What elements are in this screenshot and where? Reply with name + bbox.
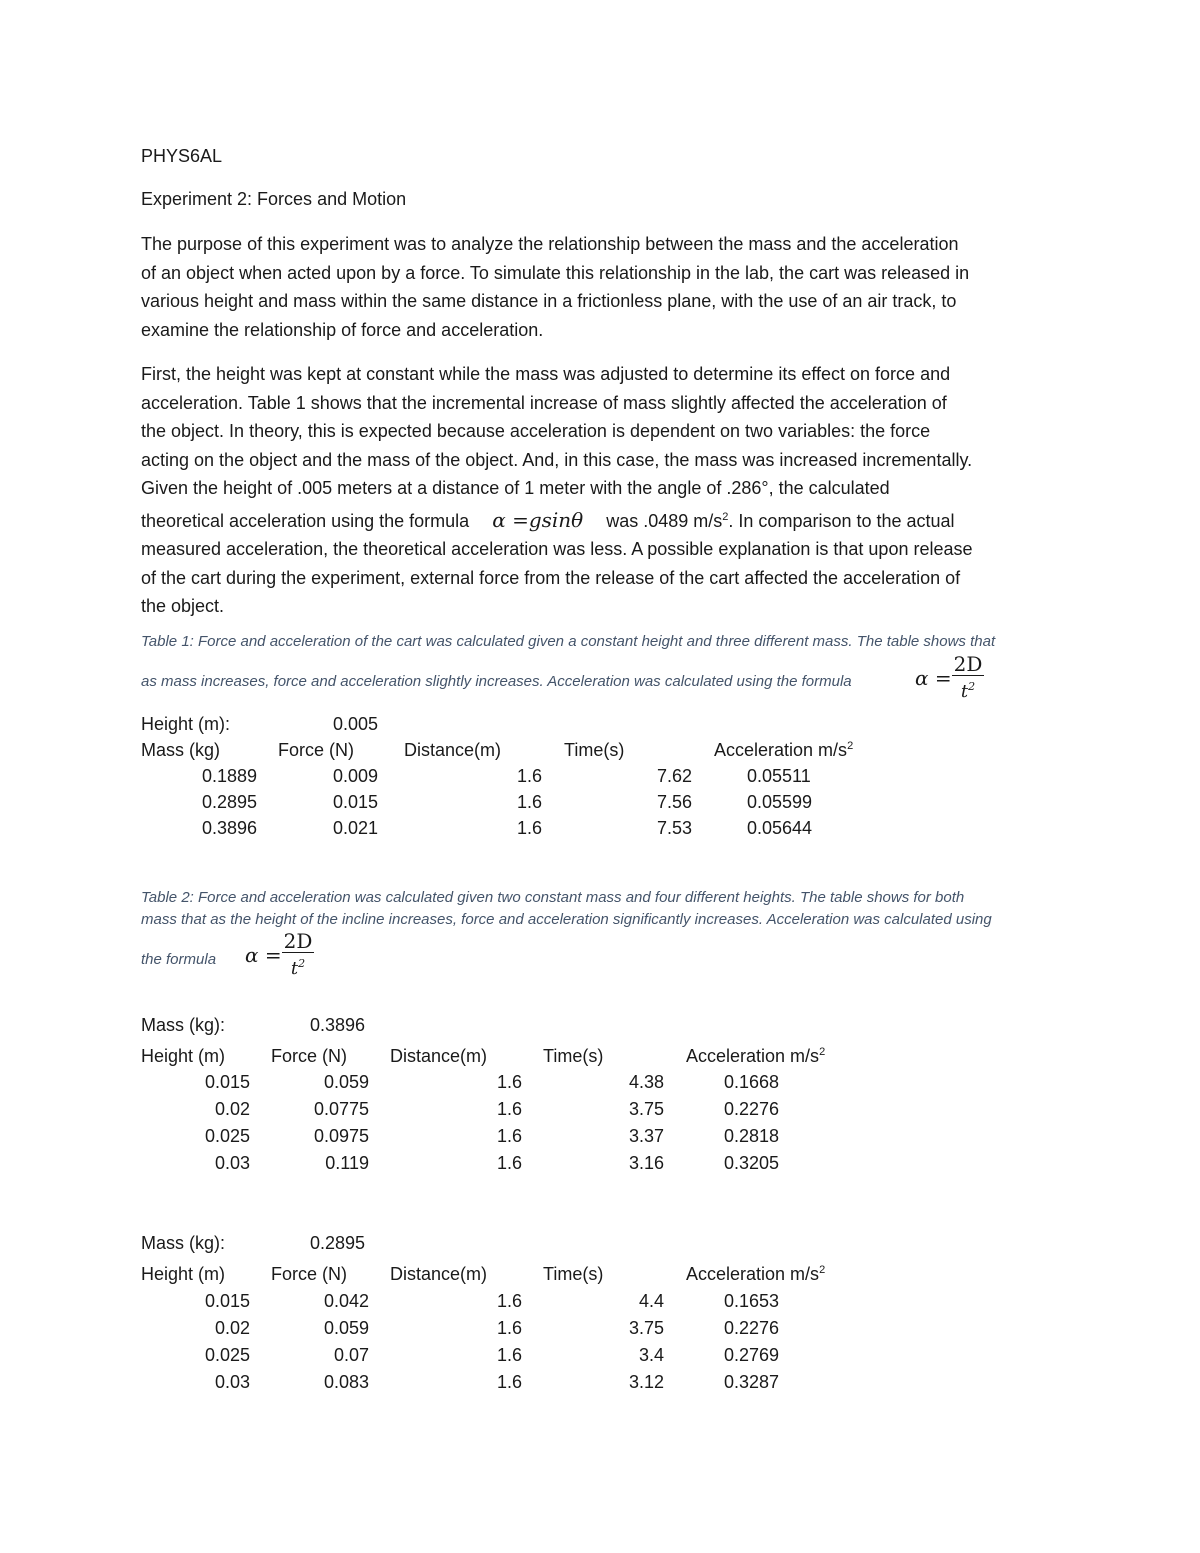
fraction-denominator: [952, 676, 985, 703]
column-header: Force (N): [271, 1264, 347, 1284]
table-cell: 3.12: [628, 1372, 664, 1392]
paragraph-line: acceleration. Table 1 shows that the incremental increase of mass slightly affected the acceleration of: [141, 392, 947, 413]
table-cell: 0.3287: [724, 1372, 780, 1392]
table-cell: 0.015: [204, 1291, 250, 1311]
fraction: [282, 930, 315, 980]
superscript: 2: [819, 1264, 826, 1276]
column-header: Height (m): [141, 1046, 226, 1066]
const-label: Mass (kg):: [141, 1015, 226, 1035]
denominator-base: t: [290, 958, 299, 979]
gsin-formula: α =gsinθ: [492, 507, 584, 532]
table-cell: 0.3896: [201, 818, 257, 838]
table-cell: 4.4: [638, 1291, 664, 1311]
table-cell: 1.6: [496, 1099, 522, 1119]
table-cell: 0.2276: [724, 1318, 780, 1338]
page-title: Experiment 2: Forces and Motion: [141, 189, 407, 209]
table-cell: 0.05599: [747, 792, 813, 812]
table-cell: 0.02: [214, 1099, 250, 1119]
table-cell: 0.2818: [724, 1126, 780, 1146]
table-cell: 4.38: [628, 1072, 664, 1092]
superscript: 2: [298, 957, 306, 970]
table-cell: 0.083: [323, 1372, 369, 1392]
column-header: Distance(m): [390, 1264, 488, 1284]
column-header-text: Acceleration m/s: [686, 1046, 820, 1066]
table-cell: 3.4: [638, 1345, 664, 1365]
table-header-row: [141, 740, 941, 766]
table-cell: 1.6: [516, 818, 542, 838]
table-cell: 0.119: [325, 1153, 369, 1173]
column-header: [714, 740, 853, 761]
table-row: [141, 792, 941, 818]
table-row: [141, 1072, 941, 1098]
table-header-row: [141, 1046, 941, 1072]
table-cell: 1.6: [496, 1345, 522, 1365]
table-cell: 7.56: [656, 792, 692, 812]
paragraph-line: various height and mass within the same distance in a frictionless plane, with the use of an air track, to: [141, 291, 957, 311]
table-cell: 0.042: [323, 1291, 369, 1311]
column-header: Time(s): [543, 1264, 604, 1284]
column-header-text: Acceleration m/s: [686, 1264, 820, 1284]
table-cell: 1.6: [496, 1072, 522, 1092]
purpose-paragraph: [141, 230, 1066, 344]
fraction-denominator: [282, 953, 315, 980]
superscript: 2: [968, 680, 976, 693]
table-cell: 0.2769: [724, 1345, 780, 1365]
table-cell: 1.6: [496, 1153, 522, 1173]
table-cell: 0.025: [204, 1345, 250, 1365]
column-header: Mass (kg): [141, 740, 221, 760]
const-label: Height (m):: [141, 714, 231, 734]
column-header: Height (m): [141, 1264, 226, 1284]
column-header: [686, 1046, 825, 1067]
table-row: [141, 818, 941, 844]
table-cell: 0.3205: [724, 1153, 780, 1173]
formula-lhs: α =: [915, 666, 952, 690]
table-cell: 7.53: [656, 818, 692, 838]
table-row: [141, 1372, 941, 1398]
table-cell: 1.6: [516, 792, 542, 812]
formula-lhs: α =: [245, 943, 282, 967]
table2-caption-line2: mass that as the height of the incline increases, force and acceleration significantly increases. Acceleration was calculated using: [141, 911, 992, 928]
table-cell: 0.009: [333, 766, 379, 786]
table-const-row: [141, 1233, 941, 1259]
table-cell: 0.015: [333, 792, 379, 812]
fraction: [952, 653, 985, 703]
table-row: [141, 1291, 941, 1317]
const-value: 0.005: [333, 714, 379, 734]
course-header: PHYS6AL: [141, 146, 223, 166]
table-cell: 0.05511: [747, 766, 811, 786]
paragraph-line: measured acceleration, the theoretical acceleration was less. A possible explanation is that upon release: [141, 539, 973, 559]
table-cell: 3.75: [628, 1099, 664, 1119]
column-header: Distance(m): [404, 740, 502, 760]
accel-formula: [915, 653, 984, 703]
table-cell: 1.6: [496, 1291, 522, 1311]
formula-line: [141, 503, 1066, 536]
superscript: 2: [847, 740, 854, 752]
table-cell: 7.62: [656, 766, 692, 786]
fraction-numerator: 2D: [953, 652, 983, 676]
table1-caption-line1: Table 1: Force and acceleration of the cart was calculated given a constant height and three different mass. The table shows that: [141, 633, 996, 650]
table-cell: 0.059: [323, 1072, 369, 1092]
paragraph-line: The purpose of this experiment was to analyze the relationship between the mass and the acceleration: [141, 234, 959, 254]
table-cell: 0.1653: [724, 1291, 780, 1311]
column-header: Time(s): [543, 1046, 604, 1066]
paragraph-line: the object. In theory, this is expected because acceleration is dependent on two variables: the force: [141, 421, 931, 441]
table-header-row: [141, 1264, 941, 1290]
table-row: [141, 766, 941, 792]
table-cell: 0.2895: [201, 792, 257, 812]
table-row: [141, 1318, 941, 1344]
table-cell: 3.37: [628, 1126, 664, 1146]
paragraph-line: First, the height was kept at constant while the mass was adjusted to determine its effect on force and: [141, 364, 951, 384]
paragraph-line: of the cart during the experiment, external force from the release of the cart affected the acceleration of: [141, 567, 961, 588]
column-header: Distance(m): [390, 1046, 488, 1066]
table-cell: 0.0775: [313, 1099, 369, 1119]
table-row: [141, 1153, 941, 1179]
formula-line-mid: was .0489 m/s: [606, 510, 723, 531]
table-cell: 0.021: [333, 818, 379, 838]
table-cell: 1.6: [496, 1318, 522, 1338]
const-value: 0.2895: [310, 1233, 366, 1253]
column-header: Time(s): [564, 740, 625, 760]
paragraph-line: examine the relationship of force and acceleration.: [141, 319, 544, 340]
table2-caption-line1: Table 2: Force and acceleration was calculated given two constant mass and four different heights. The table shows for both: [141, 889, 965, 906]
table-cell: 0.03: [214, 1153, 250, 1173]
table-cell: 0.1668: [724, 1072, 780, 1092]
const-value: 0.3896: [310, 1015, 366, 1035]
accel-formula: [245, 930, 314, 980]
table-cell: 0.02: [214, 1318, 250, 1338]
table-cell: 1.6: [516, 766, 542, 786]
paragraph-line: of an object when acted upon by a force. To simulate this relationship in the lab, the cart was released in: [141, 262, 970, 283]
table-cell: 0.07: [333, 1345, 369, 1365]
column-header-text: Acceleration m/s: [714, 740, 848, 760]
table-cell: 0.2276: [724, 1099, 780, 1119]
table2-caption-line3: the formula: [141, 951, 217, 968]
table-cell: 0.05644: [747, 818, 813, 838]
column-header: Force (N): [278, 740, 354, 760]
fraction-numerator: 2D: [283, 929, 313, 953]
table-row: [141, 1126, 941, 1152]
table-cell: 0.059: [323, 1318, 369, 1338]
table-const-row: [141, 1015, 941, 1041]
table1-caption-line2: as mass increases, force and acceleration slightly increases. Acceleration was calculated using the formula: [141, 673, 852, 690]
table-cell: 0.03: [214, 1372, 250, 1392]
table-cell: 0.1889: [201, 766, 257, 786]
table-cell: 3.16: [628, 1153, 664, 1173]
table-row: [141, 1345, 941, 1371]
analysis-paragraph: [141, 360, 1066, 621]
table-cell: 1.6: [496, 1126, 522, 1146]
table-cell: 1.6: [496, 1372, 522, 1392]
superscript: 2: [819, 1046, 826, 1058]
table-cell: 0.025: [204, 1126, 250, 1146]
paragraph-line: acting on the object and the mass of the object. And, in this case, the mass was increased incrementally.: [141, 449, 973, 470]
denominator-base: t: [960, 681, 969, 702]
paragraph-line: Given the height of .005 meters at a distance of 1 meter with the angle of .286°, the calculated: [141, 478, 890, 498]
const-label: Mass (kg):: [141, 1233, 226, 1253]
table-cell: 3.75: [628, 1318, 664, 1338]
formula-line-end: . In comparison to the actual: [728, 510, 955, 531]
paragraph-line: the object.: [141, 596, 225, 616]
table-row: [141, 1099, 941, 1125]
column-header: Force (N): [271, 1046, 347, 1066]
superscript: 2: [722, 510, 729, 523]
table-cell: 0.0975: [313, 1126, 369, 1146]
table-cell: 0.015: [204, 1072, 250, 1092]
table-const-row: [141, 714, 941, 740]
column-header: [686, 1264, 825, 1285]
formula-line-start: theoretical acceleration using the formula: [141, 510, 470, 531]
